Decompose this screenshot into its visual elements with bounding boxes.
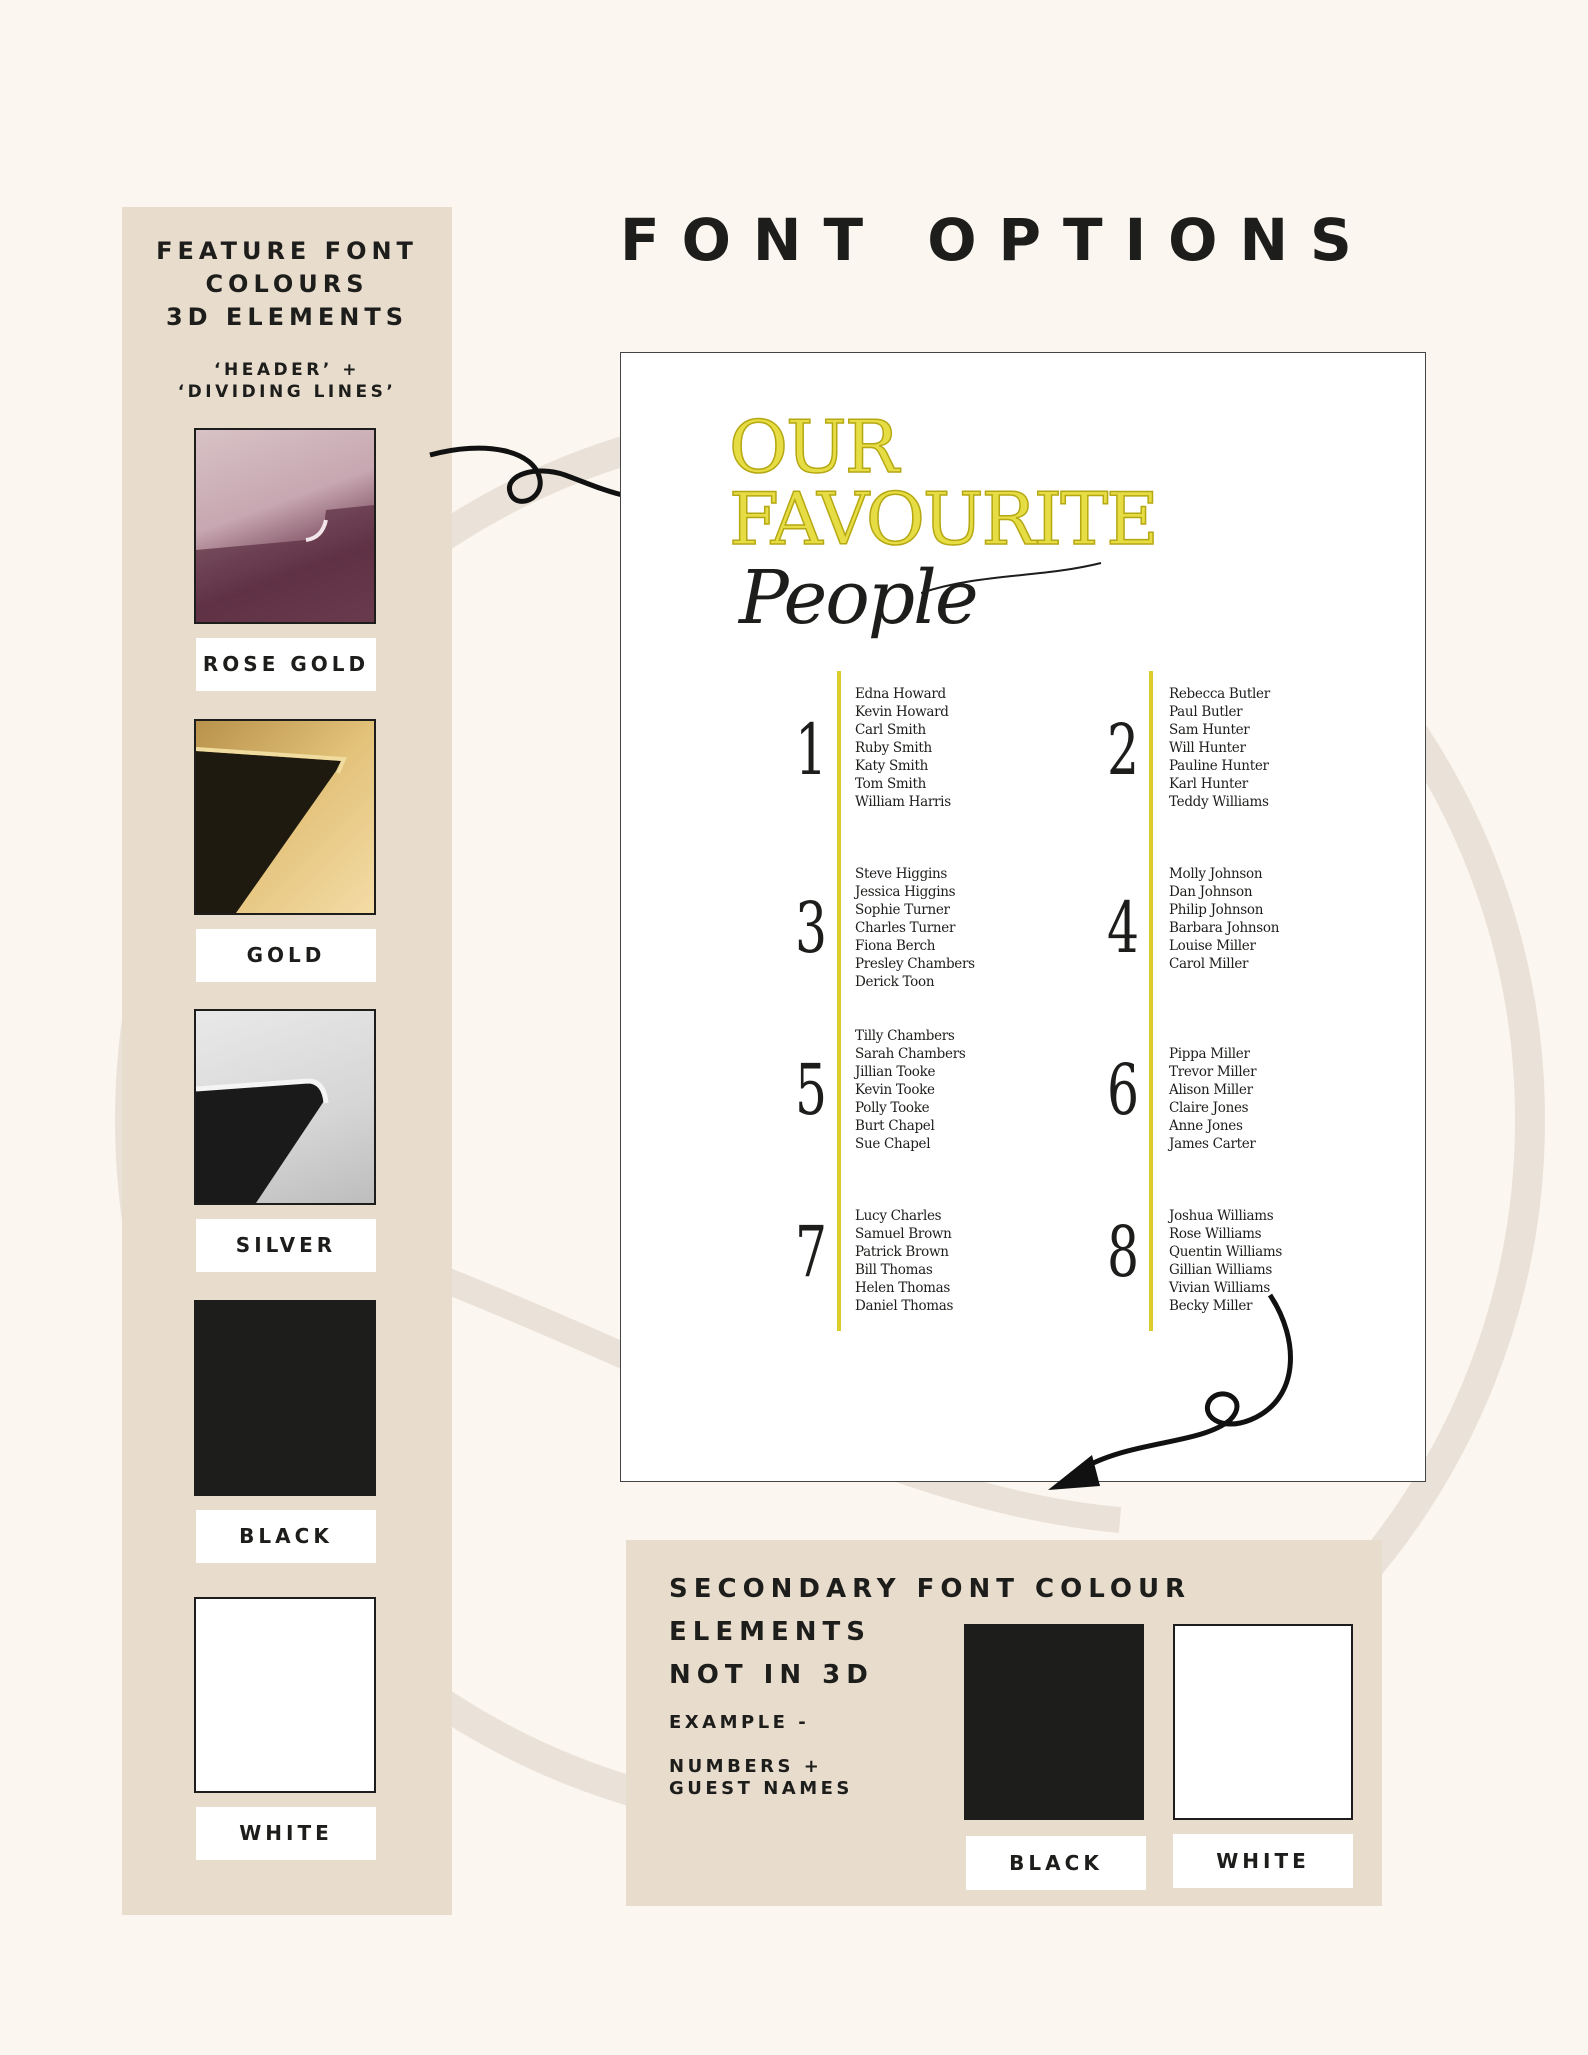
table-number: 6 (1106, 1049, 1140, 1131)
guest-name: Kevin Tooke (855, 1082, 935, 1098)
guest-name: Gillian Williams (1169, 1262, 1272, 1278)
guest-name: Jessica Higgins (855, 884, 956, 900)
guest-name: Teddy Williams (1169, 794, 1269, 810)
secondary-black-label: BLACK (966, 1836, 1146, 1890)
guest-name: Derick Toon (855, 974, 935, 990)
guest-name: Rebecca Butler (1169, 686, 1270, 702)
script-flourish (921, 553, 1121, 613)
guest-name: Pauline Hunter (1169, 758, 1269, 774)
white-label: WHITE (196, 1807, 376, 1860)
dividing-line-right (1149, 671, 1153, 1331)
silver-acrylic-image (196, 1011, 374, 1203)
guest-name: Edna Howard (855, 686, 946, 702)
table-number: 3 (794, 887, 828, 969)
guest-name: Kevin Howard (855, 704, 949, 720)
guest-name: Presley Chambers (855, 956, 975, 972)
rose-gold-swatch[interactable] (194, 428, 376, 624)
rose-gold-acrylic-image (196, 430, 374, 622)
table-number: 7 (794, 1211, 828, 1293)
white-swatch[interactable] (194, 1597, 376, 1793)
guest-name: Carol Miller (1169, 956, 1249, 972)
heading-line: NOT IN 3D (669, 1660, 874, 1690)
feature-panel-heading (122, 235, 452, 334)
guest-name: Carl Smith (855, 722, 926, 738)
secondary-font-panel (626, 1540, 1382, 1906)
guest-list (855, 865, 975, 991)
heading-line: COLOURS (205, 270, 369, 298)
guest-name: Alison Miller (1169, 1082, 1253, 1098)
feature-panel-subheading (122, 359, 452, 403)
heading-line: 3D ELEMENTS (165, 303, 409, 331)
note-line: NUMBERS + (669, 1756, 823, 1777)
guest-list (1169, 865, 1279, 973)
guest-name: Rose Williams (1169, 1226, 1262, 1242)
guest-list (855, 685, 951, 811)
secondary-white-label: WHITE (1173, 1834, 1353, 1888)
guest-name: Anne Jones (1169, 1118, 1243, 1134)
guest-name: Tom Smith (855, 776, 926, 792)
guest-name: Trevor Miller (1169, 1064, 1257, 1080)
table-number: 8 (1106, 1211, 1140, 1293)
guest-name: Polly Tooke (855, 1100, 930, 1116)
guest-name: Paul Butler (1169, 704, 1243, 720)
guest-name: Joshua Williams (1169, 1208, 1274, 1224)
silver-label: SILVER (196, 1219, 376, 1272)
guest-name: Ruby Smith (855, 740, 932, 756)
heading-line: ELEMENTS (669, 1617, 871, 1647)
seating-chart-sample (620, 352, 1426, 1482)
guest-name: Lucy Charles (855, 1208, 942, 1224)
note-line: GUEST NAMES (669, 1778, 853, 1799)
feature-font-panel (122, 207, 452, 1915)
guest-name: Molly Johnson (1169, 866, 1263, 882)
guest-name: Sam Hunter (1169, 722, 1250, 738)
guest-name: Fiona Berch (855, 938, 936, 954)
guest-name: Bill Thomas (855, 1262, 933, 1278)
page-title: FONT OPTIONS (620, 206, 1374, 274)
guest-name: Charles Turner (855, 920, 956, 936)
guest-name: Claire Jones (1169, 1100, 1249, 1116)
secondary-black-swatch[interactable] (964, 1624, 1144, 1820)
table-number: 5 (794, 1049, 828, 1131)
guest-name: Philip Johnson (1169, 902, 1264, 918)
rose-gold-label: ROSE GOLD (196, 638, 376, 691)
guest-name: Karl Hunter (1169, 776, 1248, 792)
heading-line: SECONDARY FONT COLOUR (669, 1574, 1192, 1604)
heading-line: FEATURE FONT (156, 237, 418, 265)
guest-name: Jillian Tooke (855, 1064, 936, 1080)
guest-list (855, 1207, 953, 1315)
black-label: BLACK (196, 1510, 376, 1563)
guest-name: Pippa Miller (1169, 1046, 1250, 1062)
gold-acrylic-image (196, 721, 374, 913)
secondary-example-label: EXAMPLE - (669, 1712, 810, 1733)
guest-name: Will Hunter (1169, 740, 1246, 756)
guest-name: Sue Chapel (855, 1136, 931, 1152)
header-people-script: People (739, 555, 977, 641)
gold-swatch[interactable] (194, 719, 376, 915)
dividing-line-left (837, 671, 841, 1331)
guest-name: Tilly Chambers (855, 1028, 955, 1044)
table-number: 1 (794, 709, 828, 791)
table-number: 4 (1106, 887, 1140, 969)
guest-name: Dan Johnson (1169, 884, 1253, 900)
secondary-note (669, 1756, 853, 1800)
guest-name: Barbara Johnson (1169, 920, 1280, 936)
guest-name: Becky Miller (1169, 1298, 1253, 1314)
guest-list (1169, 1045, 1256, 1153)
guest-name: Samuel Brown (855, 1226, 952, 1242)
guest-list (855, 1027, 965, 1153)
guest-name: Quentin Williams (1169, 1244, 1283, 1260)
guest-list (1169, 1207, 1282, 1315)
guest-name: Helen Thomas (855, 1280, 951, 1296)
guest-list (1169, 685, 1270, 811)
subheading-line: ‘HEADER’ + (214, 360, 360, 380)
table-number: 2 (1106, 709, 1140, 791)
guest-name: Vivian Williams (1169, 1280, 1270, 1296)
guest-name: Louise Miller (1169, 938, 1256, 954)
guest-name: William Harris (855, 794, 951, 810)
guest-name: Sophie Turner (855, 902, 950, 918)
guest-name: Katy Smith (855, 758, 928, 774)
guest-name: Daniel Thomas (855, 1298, 954, 1314)
guest-name: Sarah Chambers (855, 1046, 966, 1062)
subheading-line: ‘DIVIDING LINES’ (177, 382, 397, 402)
guest-name: James Carter (1169, 1136, 1256, 1152)
black-swatch[interactable] (194, 1300, 376, 1496)
header-our: OUR (729, 405, 897, 489)
guest-name: Steve Higgins (855, 866, 947, 882)
header-favourite: FAVOURITE (729, 477, 1157, 561)
guest-name: Burt Chapel (855, 1118, 935, 1134)
gold-label: GOLD (196, 929, 376, 982)
guest-name: Patrick Brown (855, 1244, 949, 1260)
silver-swatch[interactable] (194, 1009, 376, 1205)
secondary-white-swatch[interactable] (1173, 1624, 1353, 1820)
